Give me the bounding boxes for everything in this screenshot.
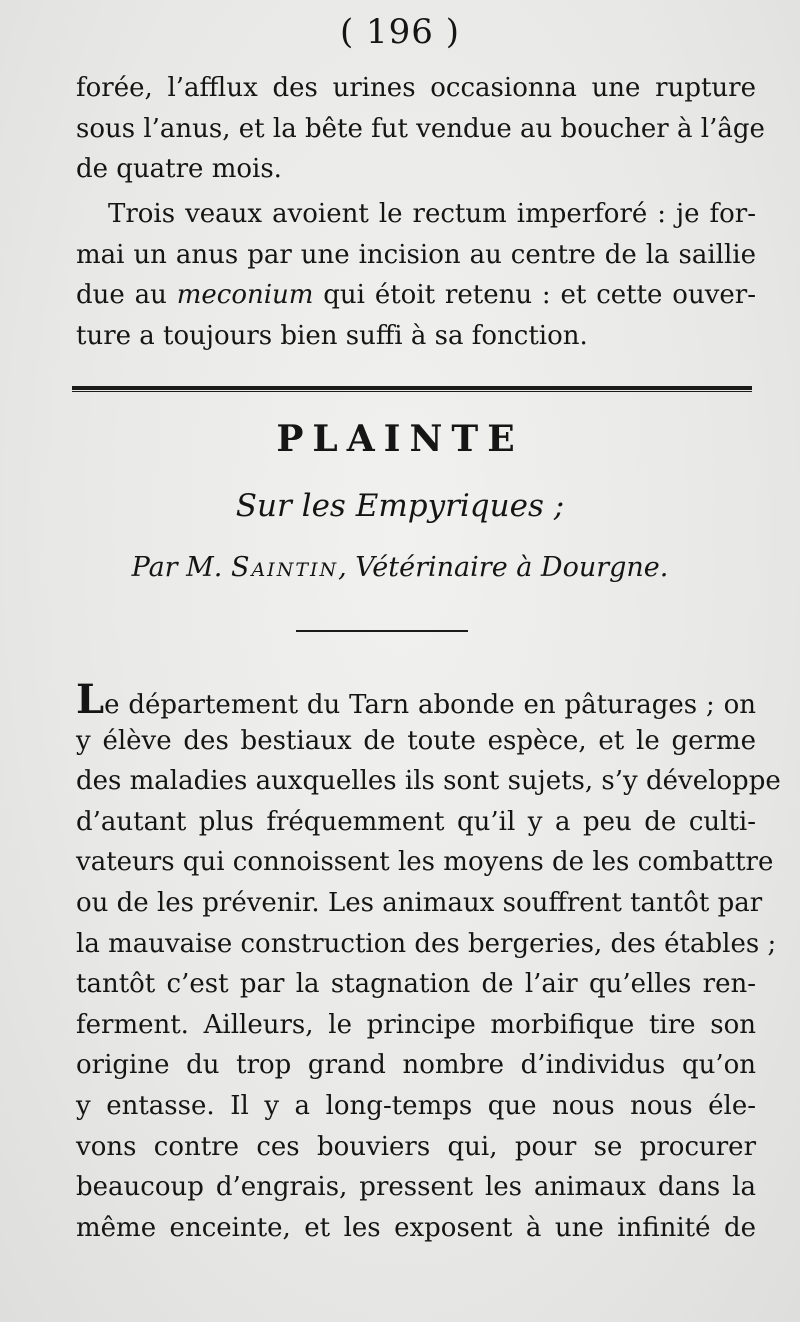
section-title: PLAINTE [276, 418, 524, 460]
text-line: Trois veaux avoient le rectum imperforé : je for- [108, 199, 756, 229]
author-name: Saintin [230, 552, 339, 583]
text-line: origine du trop grand nombre d’individus qu’on [76, 1050, 756, 1081]
text-line: y élève des bestiaux de toute espèce, et le germe [76, 725, 756, 756]
italic-term: meconium [176, 280, 314, 311]
top-paragraph-2 [76, 194, 756, 356]
text-line [76, 275, 756, 316]
text-line: forée, l’afflux des urines occasionna une rupture [76, 73, 756, 103]
byline-prefix: Par M. [131, 552, 231, 583]
text-fragment: e département du Tarn abonde en pâturages ; on [104, 690, 756, 720]
text-fragment: qui étoit retenu : et cette ouver- [313, 280, 756, 311]
text-line: vons contre ces bouviers qui, pour se procurer [76, 1131, 756, 1162]
body-paragraph [76, 676, 781, 1248]
text-line: ou de les prévenir. Les animaux souffrent tantôt par [76, 887, 763, 918]
text-line: mai un anus par une incision au centre de la saillie [76, 239, 756, 270]
text-fragment: due au [76, 280, 177, 311]
text-line: vateurs qui connoissent les moyens de les combattre [76, 847, 774, 878]
page-number: ( 196 ) [339, 12, 461, 52]
text-line: la mauvaise construction des bergeries, des étables ; [76, 928, 777, 959]
text-line: y entasse. Il y a long-temps que nous nous éle- [76, 1090, 756, 1121]
drop-cap: L [76, 676, 105, 723]
text-line: beaucoup d’engrais, pressent les animaux dans la [76, 1172, 756, 1203]
top-paragraph-1 [76, 68, 765, 190]
byline-suffix: , Vétérinaire à Dourgne. [338, 552, 669, 583]
author-byline [0, 552, 800, 583]
text-line: ferment. Ailleurs, le principe morbifique tire son [76, 1009, 756, 1040]
text-line: ture a toujours bien suffi à sa fonction. [76, 320, 588, 351]
text-line: sous l’anus, et la bête fut vendue au boucher à l’âge [76, 113, 765, 144]
text-line: même enceinte, et les exposent à une infinité de [76, 1212, 756, 1243]
text-line: d’autant plus fréquemment qu’il y a peu de culti- [76, 806, 756, 837]
text-line [76, 676, 756, 723]
section-subtitle: Sur les Empyriques ; [235, 488, 565, 524]
section-divider [72, 386, 752, 392]
text-line: tantôt c’est par la stagnation de l’air qu’elles ren- [76, 969, 756, 1000]
text-line: des maladies auxquelles ils sont sujets, s’y développe [76, 766, 781, 797]
text-line: de quatre mois. [76, 154, 282, 185]
ornamental-rule [296, 630, 468, 632]
